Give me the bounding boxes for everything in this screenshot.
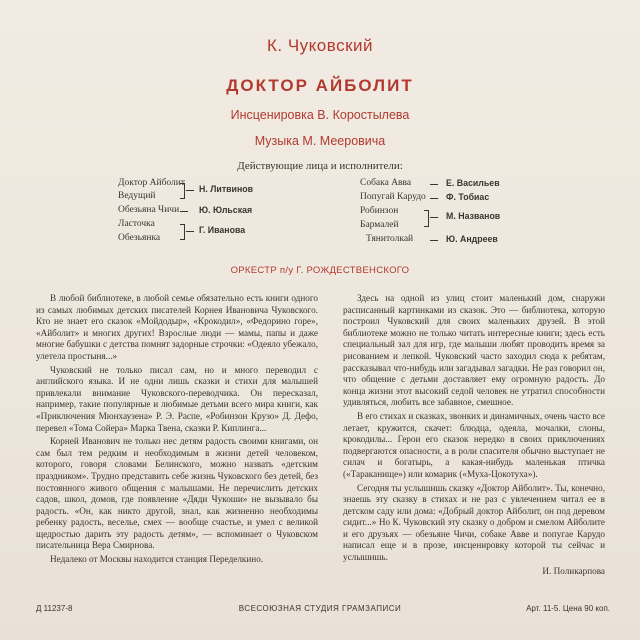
article-paragraph: Чуковский не только писал сам, но и много переводил с английского языка. И не одни лишь сказки и стихи для малышей привлекали внимание Чуковского-переводчика. Он пересказал, например, такие популярные и любимые детьми всего мира книги, как «Приключения Мюнхаузена» Р. Э. Распе, «Робинзон Крузо» Д. Дефо, перевел «Тома Сойера» Марка Твена, сказки Р. Киплинга... <box>36 364 318 433</box>
cast-role: Собака Авва <box>360 178 412 188</box>
article-paragraph: Сегодня ты услышишь сказку «Доктор Айболит». Ты, конечно, знаешь эту сказку в стихах и не раз с увлечением читал ее в детском саду или дома: «Добрый доктор Айболит, он под деревом сидит...» Но К. Чуковский эту сказку о добром и смелом Айболите и его друзьях — обезьяне Чичи, собаке Авве и попугае Карудо написал еще и в прозе, инсценировку которой ты сейчас и услышишь. <box>343 482 605 563</box>
cast-brace <box>180 183 185 199</box>
article-paragraph: В его стихах и сказках, звонких и динамичных, очень часто все летает, кружится, скачет: блюдца, одеяла, мочалки, слоны, крокодилы... Герои его сказок нередко в своих приключениях подвергаются опасности, а в роли спасителя обычно выступает не силач и богатырь, а какая-нибудь маленькая птичка («Тараканище») или комарик («Муха-Цокотуха»). <box>343 410 605 479</box>
price-info: Арт. 11-5. Цена 90 коп. <box>526 604 610 613</box>
article-paragraph: Здесь на одной из улиц стоит маленький дом, снаружи расписанный картинками из сказок. Это — библиотека, которую построил Чуковский для своих маленьких друзей. В этой библиотеке можно не только читать интересные книги; здесь есть специальный зал для игр, где малыши любят проводить время за рисованием и лепкой. Чуковский часто заходил сюда к ребятам, рассказывал что-нибудь или загадывал загадки. Не раз говорил он, что общение с детьми доставляет ему огромную радость. До конца жизни этот высокий седой человек не утратил способности удивляться, любить все забавное, смешное. <box>343 293 605 408</box>
article-column-left <box>36 293 318 568</box>
author-name: К. Чуковский <box>266 36 374 55</box>
cast-actor: Ю. Юльская <box>199 205 253 215</box>
cast-dash <box>430 240 438 241</box>
cast-actor: М. Названов <box>446 211 501 221</box>
cast-dash <box>430 198 438 199</box>
article-paragraph: Недалеко от Москвы находится станция Переделкино. <box>50 554 264 565</box>
cast-role: Доктор Айболит <box>118 178 186 188</box>
cast-actor: Ф. Тобиас <box>446 192 490 202</box>
article-signature: И. Поликарпова <box>542 565 605 576</box>
cast-role: Ласточка <box>118 219 155 229</box>
cast-actor: Е. Васильев <box>446 178 500 188</box>
cast-role: Бармалей <box>360 220 399 230</box>
cast-dash <box>430 217 438 218</box>
article-paragraph: В любой библиотеке, в любой семье обязательно есть книги одного из самых любимых детских писателей Корнея Ивановича Чуковского. Кто не знает его сказок «Мойдодыр», «Крокодил», «Федорино горе», «Айболит» и многих других! Взрослые люди — мамы, папы и даже многие бабушки с детства помнят задорные строчки: «Одеяло убежало, улетела простыня...» <box>36 293 318 361</box>
cast-role: Ведущий <box>118 191 156 201</box>
cast-actor: Ю. Андреев <box>446 234 498 244</box>
cast-role: Тянитолкай <box>366 234 414 244</box>
page-title: ДОКТОР АЙБОЛИТ <box>226 76 414 95</box>
cast-dash <box>186 231 194 232</box>
cast-role: Робинзон <box>360 206 399 216</box>
cast-dash <box>430 184 438 185</box>
cast-role: Обезьяна Чичи <box>118 205 180 215</box>
cast-role: Попугай Карудо <box>360 192 426 202</box>
cast-actor: Н. Литвинов <box>199 184 254 194</box>
studio-name: ВСЕСОЮЗНАЯ СТУДИЯ ГРАМЗАПИСИ <box>238 604 402 613</box>
music-credit: Музыка М. Мееровича <box>254 134 386 148</box>
orchestra-credit: ОРКЕСТР п/у Г. РОЖДЕСТВЕНСКОГО <box>230 265 410 276</box>
cast-role: Обезьянка <box>118 233 161 243</box>
cast-actor: Г. Иванова <box>199 225 246 235</box>
cast-dash <box>180 211 188 212</box>
cast-dash <box>186 190 194 191</box>
article-paragraph: Корней Иванович не только нес детям радость своими книгами, он сам был тем редким и необходимым в жизни детей человеком, которого, говоря словами Белинского, можно назвать «детским праздником». Трудно представить себе жизнь Чуковского без детей, без постоянного живого общения с малышами. Не перечислить детских садов, школ, домов, где появление «Дяди Чукоши» не вызывало бы радость. «Он, как никто другой, знал, как жизненно необходимы ребенку радость, веселье, смех — вообще счастье, и умел с великой щедростью дарить эту радость детям», — вспоминает о Чуковском писательница Вера Смирнова. <box>36 436 318 551</box>
cast-brace <box>424 210 429 227</box>
cast-heading: Действующие лица и исполнители: <box>237 160 403 172</box>
staging-credit: Инсценировка В. Коростылева <box>230 108 410 122</box>
cast-brace <box>180 224 185 240</box>
article-column-right <box>343 293 605 577</box>
catalog-number: Д 11237-8 <box>36 604 73 613</box>
